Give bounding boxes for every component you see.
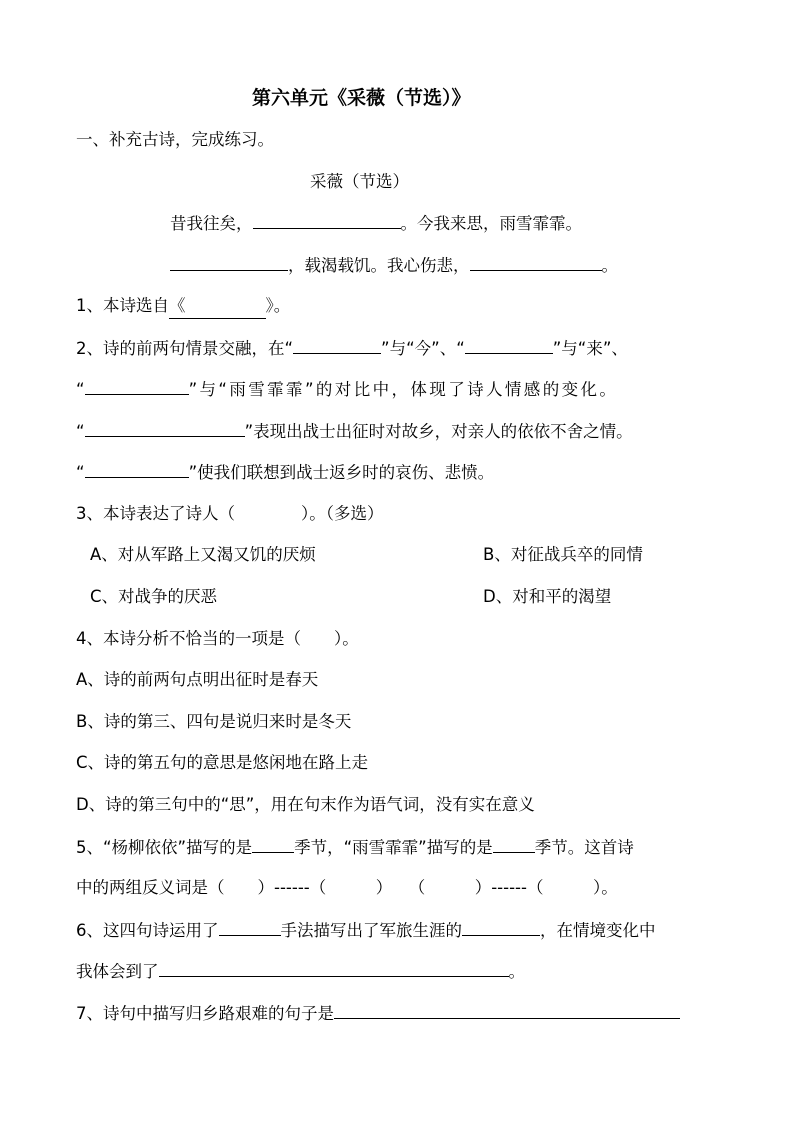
q3-option-b[interactable]: B、对征战兵卒的同情 — [483, 545, 643, 564]
question-6-line-1 — [76, 918, 656, 943]
answer-blank[interactable] — [85, 377, 189, 395]
answer-blank[interactable] — [219, 918, 281, 936]
answer-blank[interactable] — [170, 253, 288, 271]
q1-close-bracket: 》。 — [265, 296, 291, 315]
q2-text-d: “ — [76, 380, 85, 399]
answer-blank[interactable] — [159, 959, 509, 977]
q2-text-c: ”与“来”、 — [552, 339, 628, 358]
q1-book-blank[interactable] — [169, 294, 266, 319]
answer-blank[interactable] — [252, 835, 294, 853]
q2-text-a: 2、诗的前两句情景交融，在“ — [76, 339, 294, 358]
question-2-line-3 — [76, 419, 633, 444]
answer-blank[interactable] — [470, 253, 602, 271]
answer-blank[interactable] — [493, 835, 535, 853]
q2-text-h: “ — [76, 463, 85, 482]
question-2-line-1 — [76, 336, 628, 361]
q1-open-bracket: 《 — [169, 296, 186, 315]
question-1 — [76, 294, 290, 319]
poem-line-2 — [170, 253, 618, 278]
q3-option-a[interactable]: A、对从军路上又渴又饥的厌烦 — [90, 545, 316, 564]
poem-line-1 — [170, 211, 582, 236]
q2-text-i: ”使我们联想到战士返乡时的哀伤、悲愤。 — [188, 463, 495, 482]
section-heading: 一、补充古诗，完成练习。 — [76, 130, 274, 149]
q6-text-c: ，在情境变化中 — [540, 921, 656, 940]
answer-blank[interactable] — [334, 1001, 680, 1019]
poem-line-2-end: 。 — [601, 256, 618, 275]
poem-line-1-start: 昔我往矣， — [170, 214, 253, 233]
question-3-stem: 3、本诗表达了诗人（ ）。（多选） — [76, 504, 384, 523]
poem-title: 采薇（节选） — [310, 172, 409, 191]
answer-blank[interactable] — [253, 211, 401, 229]
q3-option-d[interactable]: D、对和平的渴望 — [483, 587, 612, 606]
poem-line-2-mid: ，载渴载饥。我心伤悲， — [288, 256, 470, 275]
answer-blank[interactable] — [293, 336, 381, 354]
q5-text-b: 季节，“雨雪霏霏”描写的是 — [294, 838, 493, 857]
q4-option-a[interactable]: A、诗的前两句点明出征时是春天 — [76, 670, 319, 689]
q1-stem: 1、本诗选自 — [76, 296, 169, 315]
answer-blank[interactable] — [85, 419, 245, 437]
q5-text-c: 季节。这首诗 — [534, 838, 634, 857]
q4-option-d[interactable]: D、诗的第三句中的“思”，用在句末作为语气词，没有实在意义 — [76, 795, 535, 814]
q6-text-d: 我体会到了 — [76, 962, 159, 981]
question-6-line-2 — [76, 959, 525, 984]
q7-text-a: 7、诗句中描写归乡路艰难的句子是 — [76, 1004, 334, 1023]
q6-text-b: 手法描写出了军旅生涯的 — [280, 921, 462, 940]
q4-option-c[interactable]: C、诗的第五句的意思是悠闲地在路上走 — [76, 753, 369, 772]
q5-text-a: 5、“杨柳依依”描写的是 — [76, 838, 253, 857]
answer-blank[interactable] — [462, 918, 540, 936]
answer-blank[interactable] — [465, 336, 553, 354]
q2-text-f: “ — [76, 422, 85, 441]
poem-line-1-end: 。今我来思，雨雪霏霏。 — [400, 214, 582, 233]
question-5-line-1 — [76, 835, 634, 860]
q6-text-a: 6、这四句诗运用了 — [76, 921, 219, 940]
q3-option-c[interactable]: C、对战争的厌恶 — [90, 587, 218, 606]
question-7 — [76, 1001, 680, 1026]
q6-text-e: 。 — [508, 962, 525, 981]
question-4-stem: 4、本诗分析不恰当的一项是（ ）。 — [76, 629, 359, 648]
page-title: 第六单元《采薇（节选）》 — [252, 87, 471, 109]
q4-option-b[interactable]: B、诗的第三、四句是说归来时是冬天 — [76, 712, 352, 731]
answer-blank[interactable] — [85, 460, 189, 478]
q2-text-b: ”与“今”、“ — [381, 339, 465, 358]
q2-text-g: ”表现出战士出征时对故乡，对亲人的依依不舍之情。 — [244, 422, 633, 441]
question-2-line-4 — [76, 460, 494, 485]
question-2-line-2 — [76, 377, 618, 402]
question-5-line-2: 中的两组反义词是（ ）------（ ） （ ）------（ ）。 — [76, 878, 618, 897]
q2-text-e: ”与“雨雪霏霏”的对比中，体现了诗人情感的变化。 — [188, 380, 619, 399]
